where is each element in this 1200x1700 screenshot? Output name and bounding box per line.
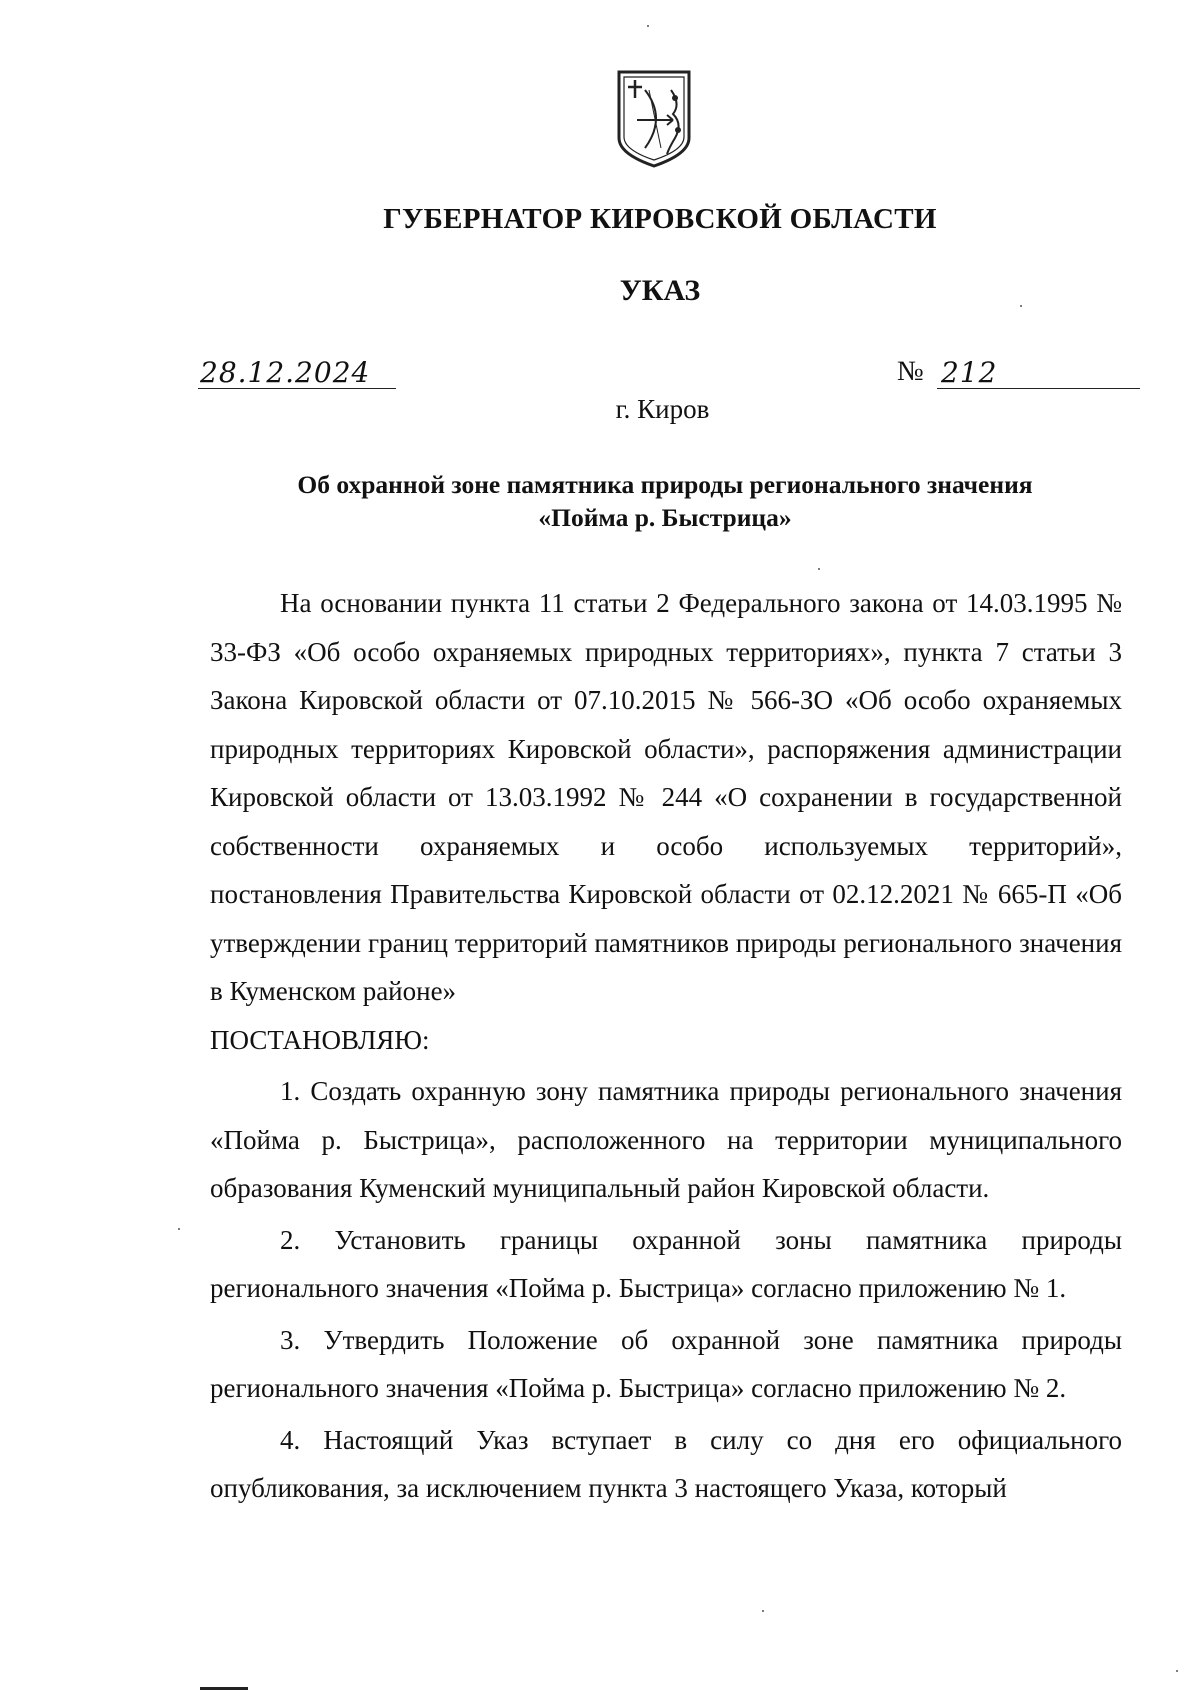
scan-speck [1176,1670,1178,1672]
scan-speck [1020,305,1022,307]
number-value: 212 [937,358,1140,389]
decree-date: 28.12.2024 [198,358,396,389]
scan-speck [647,25,649,27]
preamble-text: На основании пункта 11 статьи 2 Федерального закона от 14.03.1995 № 33-ФЗ «Об особо охраняемых природных территориях», пункта 7 статьи 3 Закона Кировской области от 07.10.2015 № 566-ЗО «Об особо охраняемых природных территориях Кировской области», распоряжения администрации Кировской области от 13.03.1992 № 244 «О сохранении в государственной собственности охраняемых и особо используемых территорий», постановления Правительства Кировской области от 02.12.2021 № 665-П «Об утверждении границ территорий памятников природы регионального значения в Куменском районе» [210,588,1122,1006]
number-label: № [897,356,924,387]
preamble-paragraph [210,579,1122,1016]
organization-title: ГУБЕРНАТОР КИРОВСКОЙ ОБЛАСТИ [383,203,937,235]
scan-speck [178,1228,180,1230]
heading-line-2: «Пойма р. Быстрица» [538,503,792,532]
heading-line-1: Об охранной зоне памятника природы регионального значения [297,470,1033,499]
item-1: 1. Создать охранную зону памятника природы регионального значения «Пойма р. Быстрица», расположенного на территории муниципального образования Куменский муниципальный район Кировской области. [210,1076,1122,1203]
document-type: УКАЗ [619,274,701,307]
scan-speck [818,568,820,570]
item-2: 2. Установить границы охранной зоны памятника природы регионального значения «Пойма р. Быстрица» согласно приложению № 1. [210,1224,1122,1303]
city: г. Киров [615,394,710,424]
page-edge-mark [200,1687,248,1690]
document-body [210,579,1122,1513]
coat-of-arms-icon [615,68,693,170]
decree-number [897,356,1137,388]
scan-speck [762,1610,764,1612]
document-heading [220,468,1110,534]
item-4: 4. Настоящий Указ вступает в силу со дня его официального опубликования, за исключением пункта 3 настоящего Указа, который [210,1424,1122,1503]
item-3: 3. Утвердить Положение об охранной зоне памятника природы регионального значения «Пойма р. Быстрица» согласно приложению № 2. [210,1324,1122,1403]
decree-word: ПОСТАНОВЛЯЮ: [210,1024,430,1055]
